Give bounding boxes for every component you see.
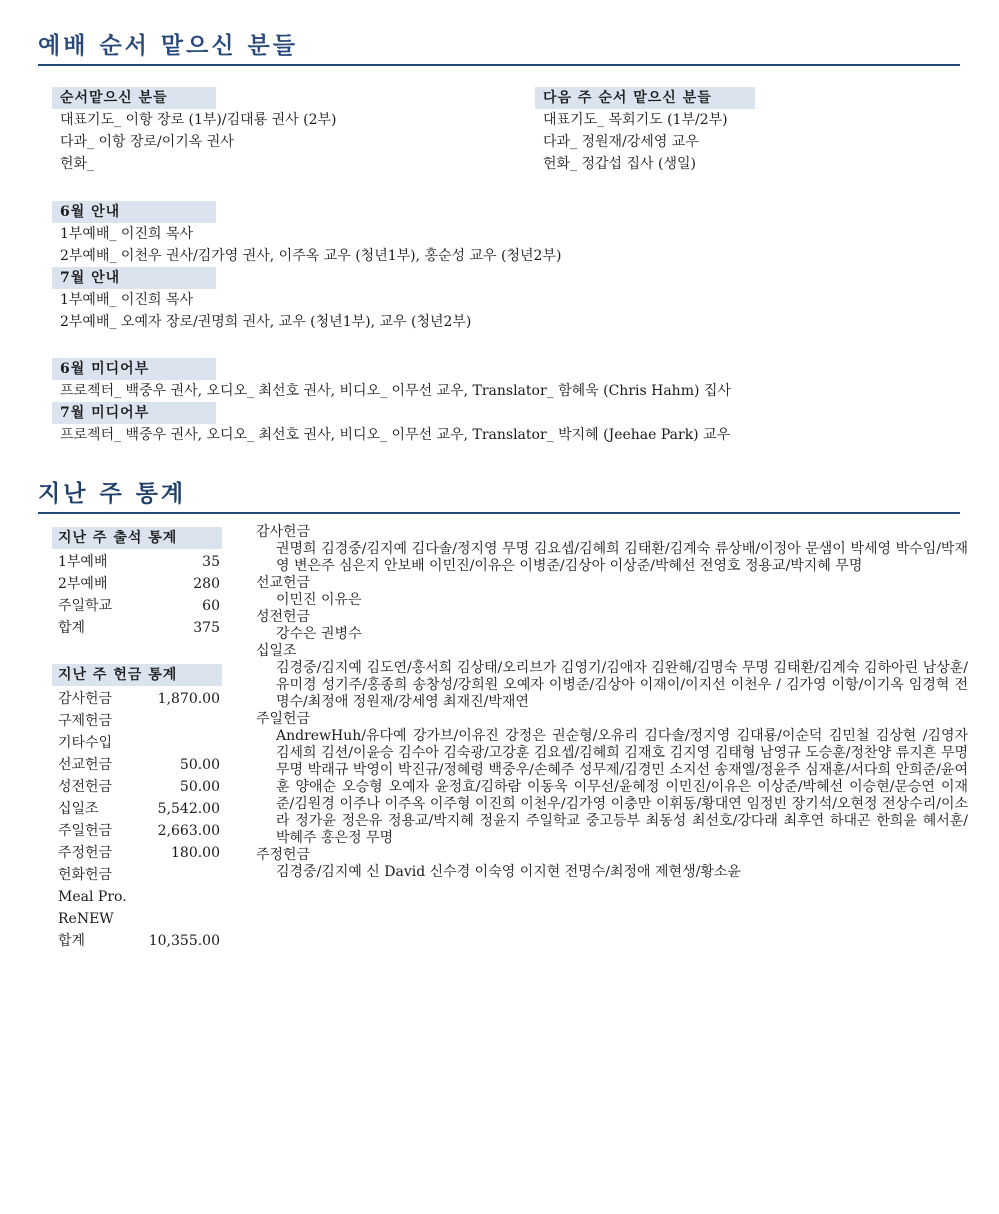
offering-names: 김경중/김지예 김도연/홍서희 김상태/오리브가 김영기/김애자 김완해/김명숙 무명 김태환/김계숙 김하아린 남상훈/유미경 성기주/홍종희 송창성/강희원 오예자 이병준/김상아 이재이/이지선 이천우 / 김가영 이항/이기옥 임경혁 전명수/최정애 정원재/강세영 최재진/박재연	[276, 660, 968, 710]
attendance-label: 1부예배	[58, 554, 108, 570]
june-media-line: 프로젝터_ 백중우 권사, 오디오_ 최선호 권사, 비디오_ 이무선 교우, Translator_ 함혜욱 (Chris Hahm) 집사	[60, 383, 731, 399]
attendance-label: 주일학교	[58, 598, 113, 614]
offering-label: Meal Pro.	[58, 889, 127, 905]
attendance-row	[52, 595, 222, 617]
offering-value: 50.00	[179, 757, 220, 773]
offering-row	[52, 688, 222, 710]
offering-value: 2,663.00	[157, 823, 220, 839]
current-roles-header: 순서맡으신 분들	[52, 87, 216, 109]
attendance-header: 지난 주 출석 통계	[52, 527, 222, 549]
offering-stats	[52, 664, 222, 952]
offering-donor-lists	[256, 524, 968, 881]
offering-names: 김경중/김지예 신 David 신수경 이숙영 이지현 전명수/최정애 제현생/황소윤	[276, 864, 741, 880]
attendance-value: 375	[193, 620, 220, 636]
offering-names: 권명희 김경중/김지예 김다솔/정지영 무명 김요셉/김혜희 김태환/김계숙 류상배/이정아 문샘이 박세영 박수임/박재영 변은주 심은지 안보배 이민진/이유은 이병준/김상아 이상준/박혜선 전영호 정용교/박지혜 무명	[276, 541, 968, 574]
media-team-block	[52, 358, 962, 446]
offering-row	[52, 864, 222, 886]
attendance-value: 280	[193, 576, 220, 592]
attendance-row	[52, 573, 222, 595]
june-guide-line: 1부예배_ 이진희 목사	[60, 226, 193, 242]
july-guide-header: 7월 안내	[52, 267, 216, 289]
attendance-row	[52, 617, 222, 639]
offering-category: 주정헌금	[256, 847, 311, 863]
offering-value: 5,542.00	[157, 801, 220, 817]
current-roles-block	[52, 87, 522, 175]
next-role-line: 대표기도_ 목회기도 (1부/2부)	[543, 112, 728, 128]
current-role-line: 대표기도_ 이항 장로 (1부)/김대룡 권사 (2부)	[60, 112, 337, 128]
offering-value: 180.00	[171, 845, 220, 861]
offering-label: 구제헌금	[58, 713, 113, 729]
offering-row	[52, 930, 222, 952]
next-role-line: 헌화_ 정갑섭 집사 (생일)	[543, 156, 696, 172]
offering-label: ReNEW	[58, 911, 114, 927]
offering-label: 십일조	[58, 801, 99, 817]
offering-value: 10,355.00	[148, 933, 220, 949]
offering-label: 기타수입	[58, 735, 113, 751]
offering-category: 선교헌금	[256, 575, 311, 591]
offering-label: 선교헌금	[58, 757, 113, 773]
offering-label: 헌화헌금	[58, 867, 113, 883]
offering-row	[52, 732, 222, 754]
offering-label: 합계	[58, 933, 86, 949]
offering-category: 십일조	[256, 643, 297, 659]
offering-row	[52, 886, 222, 908]
july-media-header: 7월 미디어부	[52, 402, 216, 424]
attendance-value: 35	[202, 554, 220, 570]
next-roles-header: 다음 주 순서 맡으신 분들	[535, 87, 755, 109]
attendance-label: 2부예배	[58, 576, 108, 592]
attendance-row	[52, 551, 222, 573]
next-role-line: 다과_ 정원재/강세영 교우	[543, 134, 699, 150]
offering-label: 주일헌금	[58, 823, 113, 839]
offering-category: 주일헌금	[256, 711, 311, 727]
attendance-stats	[52, 527, 222, 639]
offering-category: 성전헌금	[256, 609, 311, 625]
offering-label: 성전헌금	[58, 779, 113, 795]
offering-row	[52, 842, 222, 864]
offering-row	[52, 776, 222, 798]
june-guide-line: 2부예배_ 이천우 권사/김가영 권사, 이주옥 교우 (청년1부), 홍순성 교우 (청년2부)	[60, 248, 562, 264]
offering-label: 주정헌금	[58, 845, 113, 861]
offering-row	[52, 754, 222, 776]
july-guide-line: 1부예배_ 이진희 목사	[60, 292, 193, 308]
offering-row	[52, 908, 222, 930]
next-roles-block	[535, 87, 955, 175]
june-guide-header: 6월 안내	[52, 201, 216, 223]
offering-category: 감사헌금	[256, 524, 311, 540]
offering-names: 이민진 이유은	[276, 592, 362, 608]
current-role-line: 헌화_	[60, 156, 95, 172]
offering-stats-header: 지난 주 헌금 통계	[52, 664, 222, 686]
july-guide-line: 2부예배_ 오예자 장로/권명희 권사, 교우 (청년1부), 교우 (청년2부)	[60, 314, 472, 330]
offering-names: 강수은 권병수	[276, 626, 362, 642]
section-title-last-week-stats: 지난 주 통계	[38, 478, 960, 514]
section-title-service-roles: 예배 순서 맡으신 분들	[38, 30, 960, 66]
offering-label: 감사헌금	[58, 691, 113, 707]
offering-value: 50.00	[179, 779, 220, 795]
attendance-label: 합계	[58, 620, 86, 636]
july-media-line: 프로젝터_ 백중우 권사, 오디오_ 최선호 권사, 비디오_ 이무선 교우, Translator_ 박지혜 (Jeehae Park) 교우	[60, 427, 731, 443]
attendance-value: 60	[202, 598, 220, 614]
service-guide-block	[52, 201, 952, 333]
june-media-header: 6월 미디어부	[52, 358, 216, 380]
offering-row	[52, 820, 222, 842]
offering-row	[52, 710, 222, 732]
offering-names: AndrewHuh/유다예 강가브/이유진 강정은 권순형/오유리 김다솔/정지영 김대룡/이순덕 김민철 김상현 /김영자 김세희 김션/이윤승 김수아 김숙광/고강훈 김요셉/김혜희 김재호 김지영 김태형 남영규 도승훈/정찬양 류지흔 무명 무명 박래규 박영이 박진규/정혜령 백중우/손혜주 성무제/김경민 소지선 송재엘/정윤주 심재훈/서다희 안희준/윤여훈 양애순 오승형 오예자 윤정효/김하람 이동욱 이무선/윤혜정 이민진/이유은 이상준/박혜선 이승현/문승연 이재준/김원경 이주나 이주옥 이주형 이진희 이천우/김가영 이충만 이휘동/황대연 임정빈 장기석/오현정 전상수리/이소라 정가윤 정은유 정용교/박지혜 정윤지 주일학교 중고등부 최동성 최선호/강다래 최후연 하대곤 한희윤 혜서훈/ 박혜주 홍은정 무명	[276, 728, 968, 846]
offering-row	[52, 798, 222, 820]
current-role-line: 다과_ 이항 장로/이기옥 권사	[60, 134, 234, 150]
offering-value: 1,870.00	[157, 691, 220, 707]
